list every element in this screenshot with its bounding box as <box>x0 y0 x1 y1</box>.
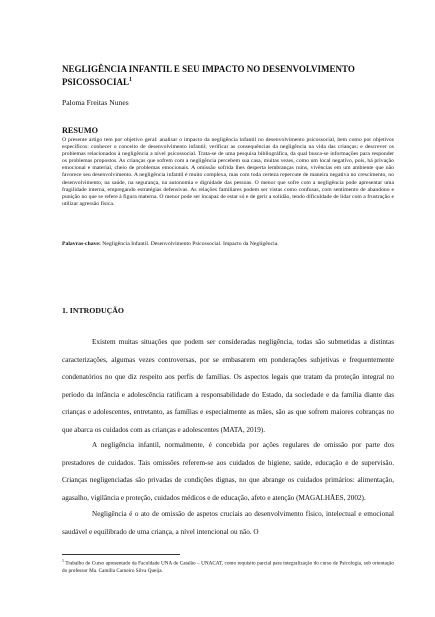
body-paragraph <box>62 437 394 507</box>
paragraph-text: A negligência infantil, normalmente, é concebida por ações regulares de omissão por parte dos prestadores de cuidados. Tais omissões referem-se aos cuidados de higiene, saúde, educação e de supervisão. Crianças negligenciadas são privadas de condições dignas, no que abrange os cuidados primários: alimentação, agasalho, vigilância e proteção, cuidados médicos e de educação, afeto e atenção (MAGALHÃES, 2002). <box>62 441 394 502</box>
paragraph-text: Negligência é o ato de omissão de aspetos cruciais ao desenvolvimento físico, intelectual e emocional saudável e equilibrado de uma criança, a nível intencional ou não. O <box>62 510 394 536</box>
abstract-text: O presente artigo tem por objetivo geral: analisar o impacto da negligência infantil no desenvolvimento psicossocial, bem como por objetivos específicos: conhecer o conceito de desenvolvimento infantil; verificar as consequências da negligência na vida das crianças; e descrever os problemas relacionados à negligência a nível psicossocial. Trata-se de uma pesquisa bibliográfica, da qual busca-se informações para responder os problemas propostos. As crianças que sofrem com a negligência percebem sua casa, muitas vezes, como um local negativo, pois, há privação emocional e material, cheio de problemas emocionais. A omissão sofrida lhes desperta lembranças ruins, vivências em um ambiente que não favorece seu desenvolvimento. A negligência infantil é muito complexa, mas com toda certeza repercute de maneira negativa no crescimento, no desenvolvimento, na saúde, na segurança, na autonomia e dignidade das pessoas. O menor que sofre com a negligência pode apresentar uma fragilidade interna, empregando estratégias defensivas. As relações familiares podem ser vistas como confusas, com sentimento de abandono e punição no que se refere à figura materna. O menor pode ser incapaz de estar só e de gerir a solidão, tendo dificuldade de lidar com a frustração e utilizar agressão física. <box>62 137 394 207</box>
footnote-marker: 1 <box>62 558 64 563</box>
footnote-text: Trabalho de Curso apresentado da Faculdade UNA de Catalão – UNACAT, como requisito parcial para integralização do curso de Psicologia, sob orientação do professor Ma. Camilla Carneiro Silva Queija. <box>62 560 394 574</box>
footnote-divider <box>62 554 180 555</box>
keywords-label: Palavras-chave: <box>62 241 101 247</box>
title-footnote-marker: 1 <box>129 77 133 83</box>
paragraph-text: Existem muitas situações que podem ser consideradas negligência, todas são submetidas a distintas caracterizações, algumas vezes controversas, por se embasarem em ponderações subjetivas e frequentemente condenatórios no que diz respeito aos perfis de famílias. Os aspectos legais que tratam da proteção integral no período da infância e adolescência ratificam a responsabilidade do Estado, da sociedade e da família diante das crianças e adolescentes, entretanto, as famílias e especialmente as mães, são as que sofrem maiores cobranças no que abarca os cuidados com as crianças e adolescentes (MATA, 2019). <box>62 338 394 434</box>
paper-title-text: NEGLIGÊNCIA INFANTIL E SEU IMPACTO NO DESENVOLVIMENTO PSICOSSOCIAL <box>62 64 355 87</box>
keywords-text: Negligência Infantil. Desenvolvimento Psicossocial. Impacto da Negligência. <box>100 241 279 247</box>
body-paragraph <box>62 506 394 541</box>
footnote <box>62 557 394 575</box>
body-paragraph <box>62 334 394 440</box>
abstract-heading: RESUMO <box>62 126 98 135</box>
paper-title <box>62 64 392 88</box>
section-heading: 1. INTRODUÇÃO <box>62 306 124 315</box>
author-name: Paloma Freitas Nunes <box>62 98 129 107</box>
keywords <box>62 241 394 248</box>
